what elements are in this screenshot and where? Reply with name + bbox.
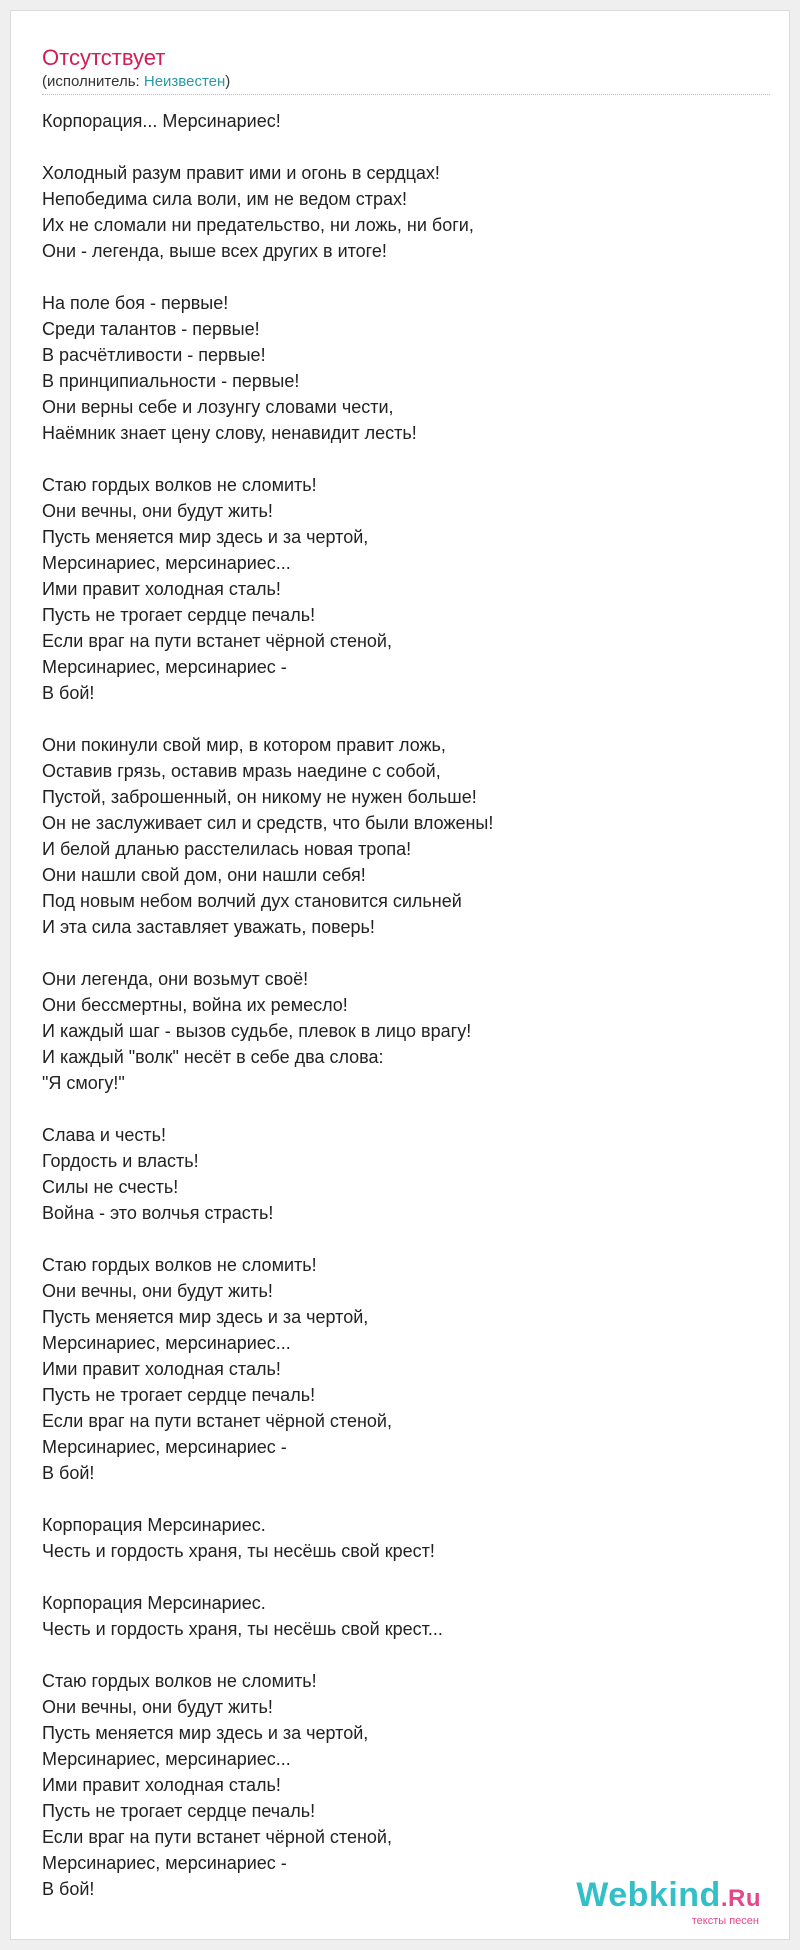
lyric-line: Война - это волчья страсть! — [42, 1203, 274, 1223]
lyric-line: Силы не счесть! — [42, 1177, 179, 1197]
lyric-line: Холодный разум правит ими и огонь в сердцах! — [42, 163, 440, 183]
lyric-line: Честь и гордость храня, ты несёшь свой крест... — [42, 1619, 443, 1639]
lyric-line: В принципиальности - первые! — [42, 371, 300, 391]
lyric-line: В бой! — [42, 1463, 95, 1483]
lyric-line: Честь и гордость храня, ты несёшь свой крест! — [42, 1541, 435, 1561]
lyric-line: Корпорация... Мерсинариес! — [42, 111, 281, 131]
lyric-line: Пусть меняется мир здесь и за чертой, — [42, 1723, 369, 1743]
lyrics-stanza — [42, 160, 762, 264]
lyric-line: Он не заслуживает сил и средств, что были вложены! — [42, 813, 494, 833]
lyrics-page — [10, 10, 790, 1940]
lyric-line: Пусть не трогает сердце печаль! — [42, 605, 316, 625]
lyric-line: Стаю гордых волков не сломить! — [42, 1671, 317, 1691]
lyric-line: Стаю гордых волков не сломить! — [42, 475, 317, 495]
site-logo[interactable] — [576, 1877, 761, 1927]
lyric-line: Ими правит холодная сталь! — [42, 579, 281, 599]
lyric-line: Они вечны, они будут жить! — [42, 1697, 273, 1717]
lyric-line: В расчётливости - первые! — [42, 345, 266, 365]
lyrics-stanza — [42, 290, 762, 446]
lyric-line: Непобедима сила воли, им не ведом страх! — [42, 189, 408, 209]
lyric-line: И эта сила заставляет уважать, поверь! — [42, 917, 375, 937]
lyric-line: Ими правит холодная сталь! — [42, 1775, 281, 1795]
lyric-line: Их не сломали ни предательство, ни ложь, ни боги, — [42, 215, 474, 235]
artist-link[interactable]: Неизвестен — [143, 73, 226, 90]
lyric-line: "Я смогу!" — [42, 1073, 125, 1093]
lyrics-stanza — [42, 1122, 762, 1226]
lyric-line: Под новым небом волчий дух становится сильней — [42, 891, 462, 911]
lyrics-stanza — [42, 1252, 762, 1486]
lyrics-stanza — [42, 1590, 762, 1642]
lyric-line: Пусть меняется мир здесь и за чертой, — [42, 1307, 369, 1327]
lyric-line: Мерсинариес, мерсинариес - — [42, 1853, 287, 1873]
lyric-line: Мерсинариес, мерсинариес... — [42, 1749, 291, 1769]
lyric-line: Мерсинариес, мерсинариес - — [42, 657, 287, 677]
lyric-line: Они покинули свой мир, в котором правит ложь, — [42, 735, 446, 755]
lyric-line: Наёмник знает цену слову, ненавидит лесть! — [42, 423, 417, 443]
lyrics-stanza — [42, 1512, 762, 1564]
header-divider — [42, 94, 770, 95]
lyric-line: Ими правит холодная сталь! — [42, 1359, 281, 1379]
lyric-line: Слава и честь! — [42, 1125, 166, 1145]
lyrics-stanza — [42, 108, 762, 134]
lyric-line: Они нашли свой дом, они нашли себя! — [42, 865, 366, 885]
lyric-line: Пустой, заброшенный, он никому не нужен больше! — [42, 787, 477, 807]
lyric-line: Корпорация Мерсинариес. — [42, 1515, 266, 1535]
lyrics-stanza — [42, 966, 762, 1096]
lyric-line: И каждый "волк" несёт в себе два слова: — [42, 1047, 384, 1067]
lyrics-stanza — [42, 472, 762, 706]
lyric-line: И белой дланью расстелилась новая тропа! — [42, 839, 412, 859]
lyric-line: В бой! — [42, 1879, 95, 1899]
lyric-line: Они вечны, они будут жить! — [42, 1281, 273, 1301]
lyric-line: Мерсинариес, мерсинариес... — [42, 553, 291, 573]
lyric-line: Пусть меняется мир здесь и за чертой, — [42, 527, 369, 547]
lyric-line: На поле боя - первые! — [42, 293, 229, 313]
lyric-line: Они легенда, они возьмут своё! — [42, 969, 309, 989]
logo-wordmark — [576, 1877, 761, 1917]
lyrics-body — [42, 108, 762, 1928]
lyric-line: Они - легенда, выше всех других в итоге! — [42, 241, 387, 261]
logo-suffix: .Ru — [720, 1885, 761, 1912]
lyric-line: Они бессмертны, война их ремесло! — [42, 995, 348, 1015]
artist-suffix: ) — [225, 73, 231, 90]
lyric-line: Мерсинариес, мерсинариес - — [42, 1437, 287, 1457]
lyric-line: И каждый шаг - вызов судьбе, плевок в лицо врагу! — [42, 1021, 472, 1041]
lyric-line: Они вечны, они будут жить! — [42, 501, 273, 521]
lyric-line: Пусть не трогает сердце печаль! — [42, 1385, 316, 1405]
lyric-line: Пусть не трогает сердце печаль! — [42, 1801, 316, 1821]
lyrics-stanza — [42, 732, 762, 940]
song-title: Отсутствует — [42, 45, 166, 70]
lyric-line: Мерсинариес, мерсинариес... — [42, 1333, 291, 1353]
lyric-line: Среди талантов - первые! — [42, 319, 260, 339]
lyric-line: Корпорация Мерсинариес. — [42, 1593, 266, 1613]
lyric-line: В бой! — [42, 683, 95, 703]
lyric-line: Оставив грязь, оставив мразь наедине с собой, — [42, 761, 441, 781]
artist-line — [42, 73, 230, 91]
lyric-line: Если враг на пути встанет чёрной стеной, — [42, 1827, 392, 1847]
lyric-line: Стаю гордых волков не сломить! — [42, 1255, 317, 1275]
lyric-line: Они верны себе и лозунгу словами чести, — [42, 397, 394, 417]
lyrics-stanza — [42, 1668, 762, 1902]
logo-main-text: Webkind — [576, 1876, 721, 1914]
lyric-line: Если враг на пути встанет чёрной стеной, — [42, 631, 392, 651]
logo-tagline: тексты песен — [691, 1915, 759, 1927]
lyric-line: Гордость и власть! — [42, 1151, 199, 1171]
artist-prefix: (исполнитель: — [42, 73, 144, 90]
lyric-line: Если враг на пути встанет чёрной стеной, — [42, 1411, 392, 1431]
